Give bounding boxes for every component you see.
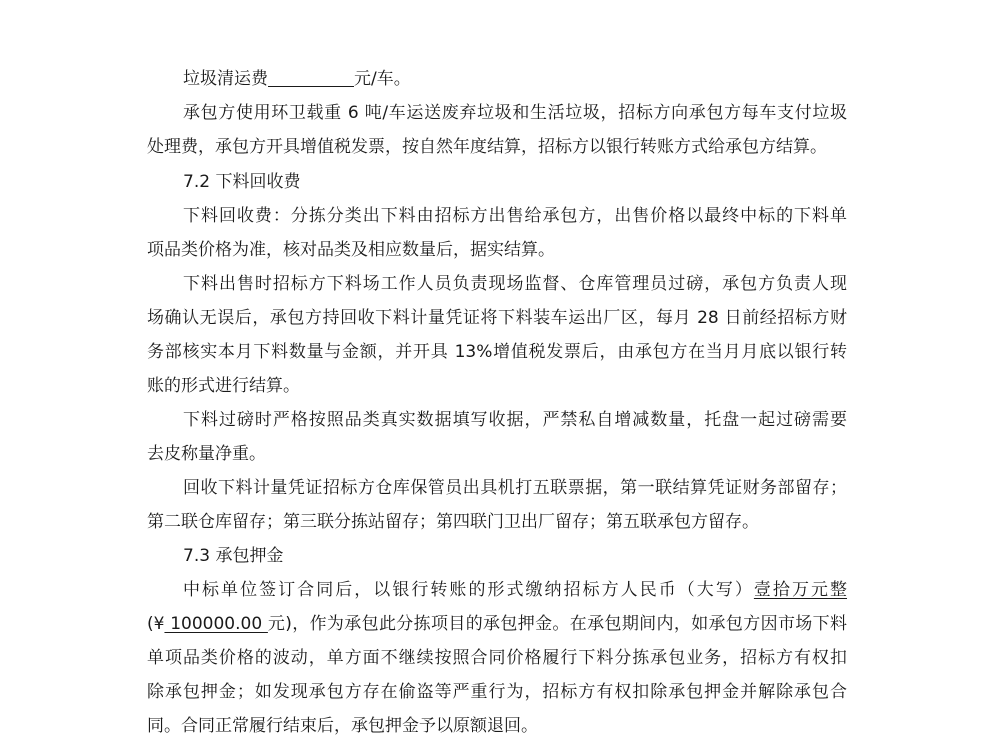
- garbage-fee-label: 垃圾清运费: [183, 69, 268, 89]
- section-heading-7-2: 7.2 下料回收费: [183, 172, 301, 192]
- paragraph-line: 单项品类价格的波动，单方面不继续按照合同价格履行下料分拣承包业务，招标方有权扣: [147, 648, 847, 668]
- paragraph-line: 除承包押金；如发现承包方存在偷盗等严重行为，招标方有权扣除承包押金并解除承包合: [147, 682, 847, 702]
- deposit-line: [147, 612, 847, 636]
- deposit-text: 元)，作为承包此分拣项目的承包押金。在承包期间内，如承包方因市场下料: [267, 614, 847, 634]
- paragraph-line: 回收下料计量凭证招标方仓库保管员出具机打五联票据，第一联结算凭证财务部留存；: [183, 478, 847, 498]
- garbage-fee-unit: 元/车。: [354, 69, 411, 89]
- paragraph-line: 处理费，承包方开具增值税发票，按自然年度结算，招标方以银行转账方式给承包方结算。: [147, 137, 827, 157]
- deposit-line: [183, 578, 847, 602]
- paragraph-line: 务部核实本月下料数量与金额，并开具 13%增值税发票后，由承包方在当月月底以银行转: [147, 342, 847, 362]
- paragraph-line: 同。合同正常履行结束后，承包押金予以原额退回。: [147, 716, 538, 736]
- garbage-fee-line: [183, 67, 847, 91]
- paragraph-line: 承包方使用环卫载重 6 吨/车运送废弃垃圾和生活垃圾，招标方向承包方每车支付垃圾: [183, 103, 847, 123]
- deposit-amount-figure: 100000.00: [164, 614, 268, 634]
- paragraph-line: 场确认无误后，承包方持回收下料计量凭证将下料装车运出厂区，每月 28 日前经招标方财: [147, 308, 847, 328]
- paragraph-line: 去皮称量净重。: [147, 444, 266, 464]
- paragraph-line: 下料回收费：分拣分类出下料由招标方出售给承包方，出售价格以最终中标的下料单: [183, 206, 847, 226]
- paragraph-line: 第二联仓库留存；第三联分拣站留存；第四联门卫出厂留存；第五联承包方留存。: [147, 512, 759, 532]
- garbage-fee-blank[interactable]: [268, 68, 354, 87]
- paragraph-line: 项品类价格为准，核对品类及相应数量后，据实结算。: [147, 240, 555, 260]
- section-heading-7-3: 7.3 承包押金: [183, 546, 284, 566]
- paragraph-line: 账的形式进行结算。: [147, 376, 300, 396]
- paragraph-line: 下料出售时招标方下料场工作人员负责现场监督、仓库管理员过磅，承包方负责人现: [183, 274, 847, 294]
- deposit-amount-words: 壹拾万元整: [753, 580, 848, 600]
- deposit-text: 中标单位签订合同后，以银行转账的形式缴纳招标方人民币（大写）: [183, 580, 754, 600]
- paragraph-line: 下料过磅时严格按照品类真实数据填写收据，严禁私自增减数量，托盘一起过磅需要: [183, 410, 847, 430]
- deposit-text: (¥: [147, 614, 165, 634]
